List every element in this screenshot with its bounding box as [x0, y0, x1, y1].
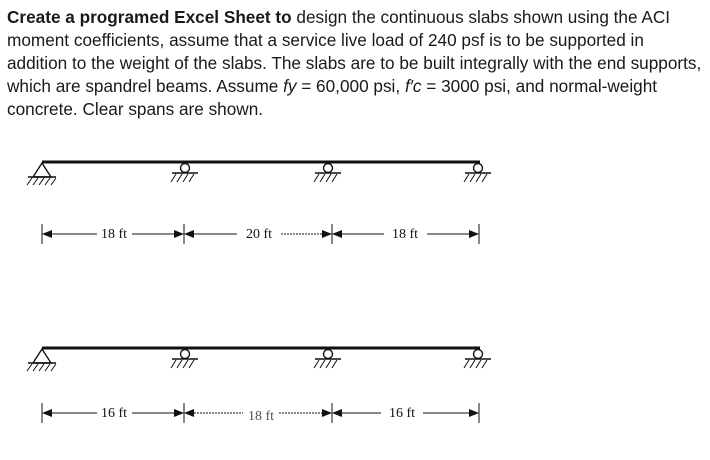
beam-diagram-1	[27, 162, 491, 244]
roller-support-icon	[464, 164, 491, 183]
fc-symbol: f′c	[404, 76, 422, 96]
roller-support-icon	[171, 164, 198, 183]
span-label: 18 ft	[391, 227, 419, 242]
span-label: 20 ft	[245, 227, 273, 242]
roller-support-icon	[314, 164, 341, 183]
roller-support-icon	[464, 350, 491, 369]
problem-bold-lead: Create a programed Excel Sheet to	[7, 7, 292, 27]
span-label: 18 ft	[100, 227, 128, 242]
pin-support-icon	[27, 349, 56, 371]
problem-text-3: = 3000 psi, and normal-weight concrete. Clear spans are shown.	[7, 76, 658, 119]
span-label: 18 ft	[247, 409, 275, 424]
beam-diagram-2	[27, 348, 491, 424]
problem-text-1: design the continuous slabs shown using the ACI moment coefficients, assume that a service live load of 240 psf is to be supported in addition to the weight of the slabs. The slabs are to be built integrally with the end supports, which are spandrel beams. Assume	[7, 7, 702, 96]
span-label: 16 ft	[388, 406, 416, 421]
pin-support-icon	[27, 163, 56, 185]
span-label: 16 ft	[100, 406, 128, 421]
problem-text-2: = 60,000 psi,	[296, 76, 405, 96]
roller-support-icon	[171, 350, 198, 369]
fy-symbol: fy	[283, 76, 297, 96]
roller-support-icon	[314, 350, 341, 369]
